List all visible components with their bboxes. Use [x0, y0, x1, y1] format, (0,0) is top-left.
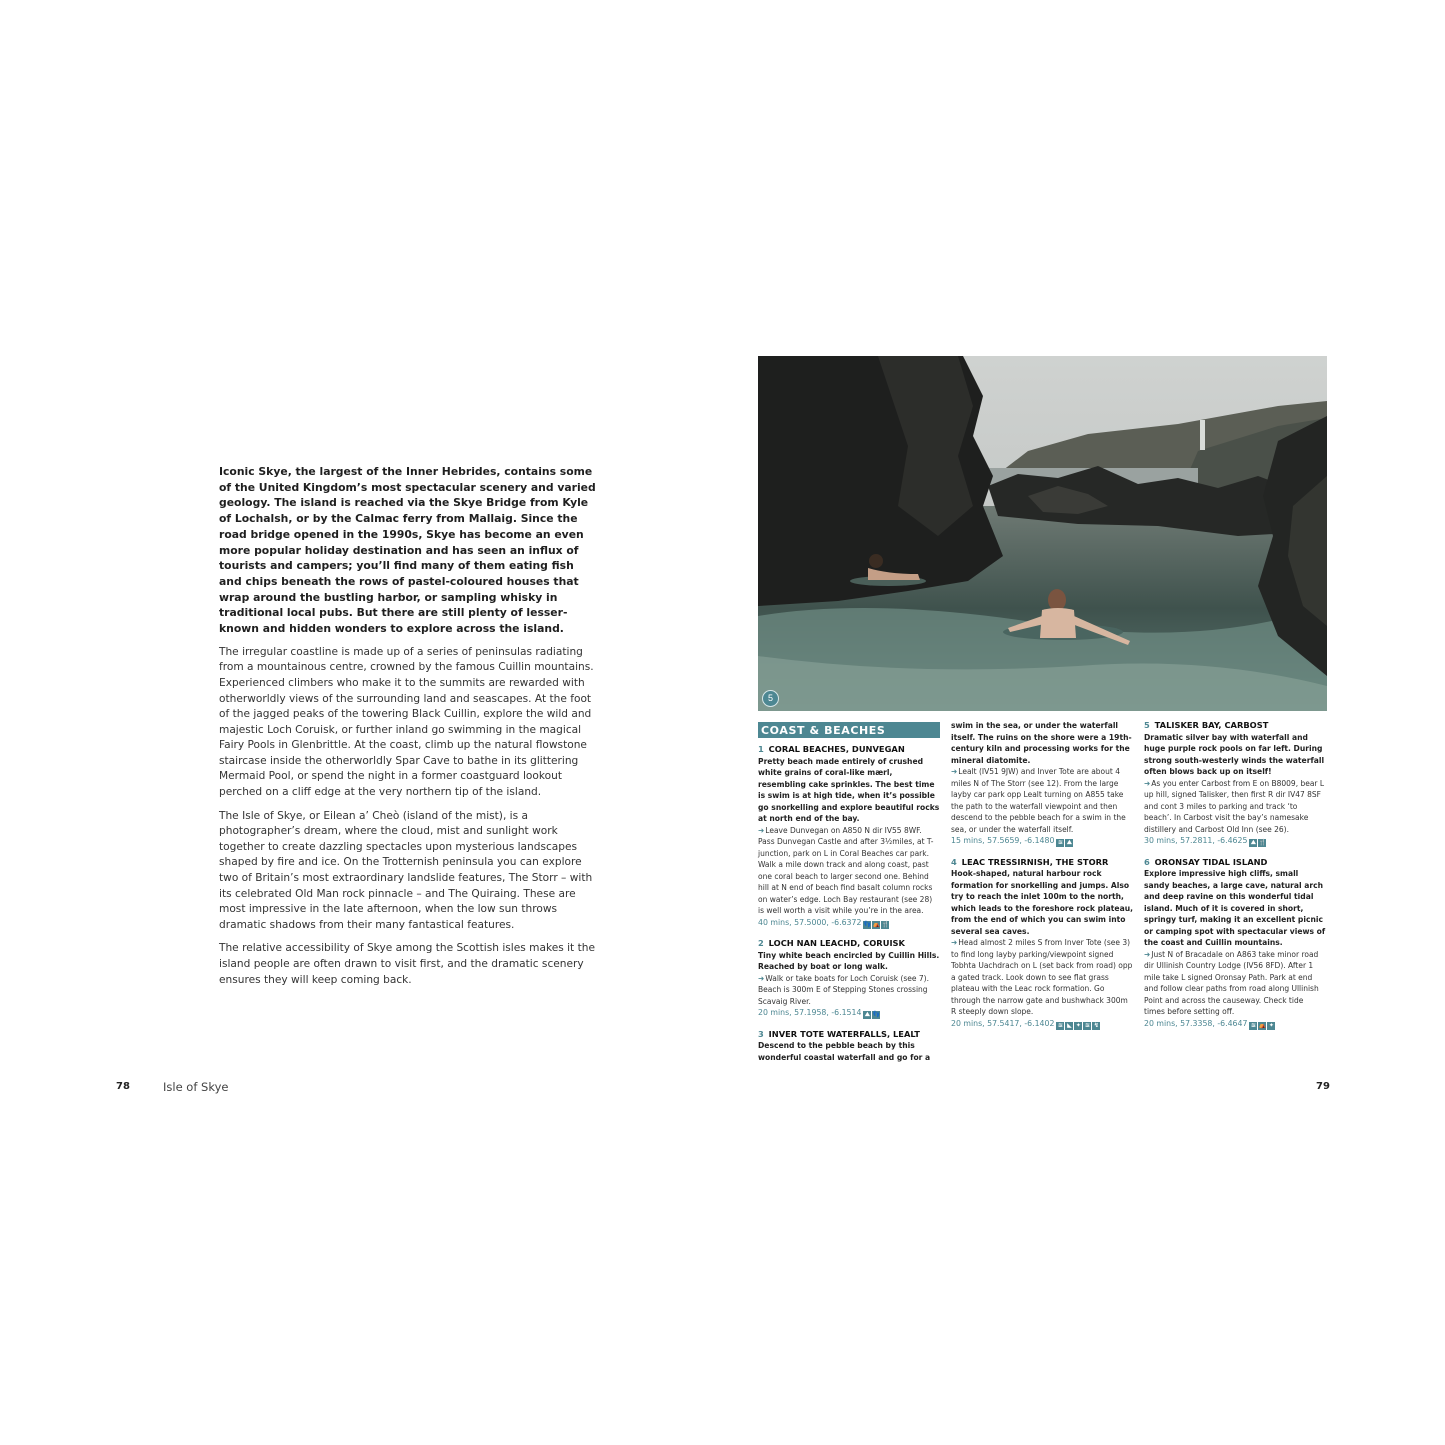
page-number-left: 78	[116, 1081, 130, 1092]
entry-meta	[758, 1007, 940, 1020]
listing-entry	[1144, 857, 1326, 1031]
entry-directions	[1144, 778, 1326, 836]
entry-directions-text: Head almost 2 miles S from Inver Tote (see 3) to find long layby parking/viewpoint signed Tobhta Uachdrach on L (set back from road) opp a gated track. Look down to see flat grass plateau with the Leac rock formation. Go through the narrow gate and bushwhack 300m R steeply down slope.	[951, 938, 1133, 1016]
entry-time-coords: 20 mins, 57.3358, -6.4647	[1144, 1018, 1248, 1028]
entry-title-text: TALISKER BAY, CARBOST	[1154, 720, 1269, 730]
arrow-right-icon: ➜	[758, 973, 765, 983]
right-page	[722, 0, 1445, 1445]
photo-number-badge: 5	[762, 690, 779, 707]
entry-time-coords: 20 mins, 57.1958, -6.1514	[758, 1008, 862, 1017]
snorkel-icon: ✦	[1075, 1021, 1081, 1029]
entry-title	[1144, 857, 1326, 869]
entry-directions	[758, 973, 940, 1008]
walk-icon: 👣	[872, 1011, 881, 1018]
entry-title	[1144, 720, 1326, 732]
arrow-right-icon: ➜	[951, 938, 958, 947]
entry-time-coords: 20 mins, 57.5417, -6.1402	[951, 1018, 1055, 1028]
jump-icon: ◣	[1067, 1021, 1072, 1029]
entry-title-text: LOCH NAN LEACHD, CORUISK	[768, 938, 905, 948]
page-number-right: 79	[1316, 1081, 1330, 1092]
food-icon: 🍴	[1258, 839, 1267, 846]
arrow-right-icon: ➜	[1144, 949, 1151, 959]
snorkel-icon: ✦	[1268, 1021, 1274, 1029]
listing-column-2	[951, 720, 1133, 1039]
photo-illustration	[758, 356, 1327, 711]
activity-icons	[1056, 836, 1074, 848]
running-title: Isle of Skye	[163, 1080, 229, 1094]
entry-title-text: LEAC TRESSIRNISH, THE STORR	[961, 856, 1109, 867]
listing-entry-continued	[951, 720, 1133, 848]
listing-entry	[951, 857, 1133, 1031]
entry-meta	[1144, 835, 1326, 848]
entry-number: 5	[1144, 720, 1150, 730]
entry-description: Dramatic silver bay with waterfall and huge purple rock pools on far left. During strong south-westerly winds the waterfall often blows back up on itself!	[1144, 732, 1325, 776]
entry-directions-text: Lealt (IV51 9JW) and Inver Tote are about 4 miles N of The Storr (see 12). From the large layby car park opp Lealt turning on A855 take the path to the waterfall viewpoint and then descend to the pebble beach for a swim in the sea, or under the waterfall itself.	[951, 767, 1126, 834]
arrow-right-icon: ➜	[951, 767, 958, 776]
arrow-right-icon: ➜	[758, 825, 765, 835]
intro-text-block	[219, 464, 599, 996]
entry-directions-text: As you enter Carbost from E on B8009, bear L up hill, signed Talisker, then first R dir IV47 8SF and cont 3 miles to parking and track ‘to beach’. In Carbost visit the bay’s namesake distillery and Carbost Old Inn (see 26).	[1144, 778, 1325, 834]
entry-description: Pretty beach made entirely of crushed white grains of coral-like mærl, resembling cake sprinkles. The best time is swim is at high tide, when it’s possible go snorkelling and explore beautiful rocks at north end of the bay.	[758, 756, 940, 823]
entry-title	[951, 857, 1133, 869]
left-page	[0, 0, 722, 1445]
entry-title	[758, 938, 940, 950]
sea-pool-swimmers-photo	[758, 356, 1327, 711]
activity-icons	[863, 918, 890, 930]
listing-entry	[758, 1029, 940, 1064]
listing-entry	[758, 744, 940, 929]
entry-number: 6	[1144, 856, 1150, 867]
entry-number: 4	[951, 856, 957, 867]
entry-meta	[1144, 1018, 1326, 1031]
waves-icon: ≋	[1057, 839, 1063, 846]
entry-directions	[951, 937, 1133, 1018]
body-paragraph-3: The relative accessibility of Skye among the Scottish isles makes it the island people are often drawn to visit first, and the dramatic scenery ensures they will keep coming back.	[219, 942, 595, 986]
activity-icons	[1249, 1019, 1276, 1031]
entry-directions	[1144, 949, 1326, 1018]
entry-description: Hook-shaped, natural harbour rock formation for snorkelling and jumps. Also try to reach the inlet 100m to the north, which leads to the foreshore rock plateau, from the end of which you can swim into several sea caves.	[951, 869, 1133, 936]
entry-directions-text: Just N of Bracadale on A863 take minor road dir Ullinish Country Lodge (IV56 8FD). After 1 mile take L signed Oronsay Path. Park at end and follow clear paths from road along Ullinish Point and across the causeway. Check tide times before setting off.	[1144, 949, 1319, 1016]
entry-description-part-1: Descend to the pebble beach by this wonderful coastal waterfall and go for a	[758, 1041, 931, 1062]
waves-icon: ≋	[1057, 1021, 1063, 1029]
listing-entry	[758, 938, 940, 1020]
entry-title	[758, 1029, 940, 1041]
camping-icon: ⛺	[872, 920, 881, 928]
entry-title	[758, 744, 940, 756]
entry-number: 1	[758, 744, 764, 754]
mountain-icon: ⛰	[1066, 839, 1072, 846]
activity-icons	[1056, 1019, 1101, 1031]
mountain-icon: ⛰	[1250, 839, 1256, 846]
entry-meta	[758, 917, 940, 930]
entry-time-coords: 30 mins, 57.2811, -6.4625	[1144, 836, 1248, 845]
entry-directions-text: Leave Dunvegan on A850 N dir IV55 8WF. Pass Dunvegan Castle and after 3½miles, at T-junction, park on L in Coral Beaches car park. Walk a mile down track and along coast, past one coral beach to larger second one. Behind hill at N end of beach find basalt column rocks on water’s edge. Loch Bay restaurant (see 28) is well worth a visit while you’re in the area.	[758, 825, 934, 915]
entry-meta	[951, 835, 1133, 848]
entry-time-coords: 15 mins, 57.5659, -6.1480	[951, 836, 1055, 845]
listing-column-3	[1144, 720, 1326, 1039]
entry-directions-text: Walk or take boats for Loch Coruisk (see 7). Beach is 300m E of Stepping Stones crossing Scavaig River.	[758, 973, 929, 1006]
body-paragraph-2: The Isle of Skye, or Eilean a’ Cheò (island of the mist), is a photographer’s dream, where the cloud, mist and sunlight work together to create dazzling spectacles upon mysterious landscapes shaped by fire and ice. On the Trotternish peninsula you can explore two of Britain’s most extraordinary landslide features, The Storr – with its celebrated Old Man rock pinnacle – and The Quiraing. These are most impressive in the late afternoon, when the low sun throws dramatic shadows from their many fantastical features.	[219, 809, 593, 931]
mountain-icon: ⛰	[864, 1011, 870, 1018]
arrow-right-icon: ➜	[1144, 778, 1151, 788]
entry-description-part-2: swim in the sea, or under the waterfall itself. The ruins on the shore were a 19th-century kiln and processing works for the mineral diatomite.	[951, 721, 1132, 765]
scramble-icon: ↯	[1093, 1021, 1099, 1029]
activity-icons	[863, 1008, 881, 1020]
walk-icon: 👣	[863, 920, 872, 928]
listing-column-1	[758, 720, 940, 1072]
listing-entry	[1144, 720, 1326, 848]
entry-number: 3	[758, 1028, 764, 1039]
entry-title-text: INVER TOTE WATERFALLS, LEALT	[768, 1028, 920, 1039]
entry-title-text: ORONSAY TIDAL ISLAND	[1154, 856, 1268, 867]
activity-icons	[1249, 836, 1267, 848]
camping-icon: ⛺	[1258, 1021, 1267, 1029]
cave-icon: ≋	[1084, 1021, 1090, 1029]
entry-directions	[951, 766, 1133, 835]
entry-title-text: CORAL BEACHES, DUNVEGAN	[768, 744, 905, 754]
entry-number: 2	[758, 938, 764, 948]
food-icon: 🍴	[881, 920, 890, 928]
intro-lead-paragraph: Iconic Skye, the largest of the Inner Hebrides, contains some of the United Kingdom’s most spectacular scenery and varied geology. The island is reached via the Skye Bridge from Kyle of Lochalsh, or by the Calmac ferry from Mallaig. Since the road bridge opened in the 1990s, Skye has become an even more popular holiday destination and has seen an influx of tourists and campers; you’ll find many of them eating fish and chips beneath the rows of pastel-coloured houses that wrap around the bustling harbor, or sampling whisky in traditional local pubs. But there are still plenty of lesser-known and hidden wonders to explore across the island.	[219, 465, 596, 636]
entry-time-coords: 40 mins, 57.5000, -6.6372	[758, 917, 862, 927]
waves-icon: ≋	[1250, 1021, 1256, 1029]
entry-description: Explore impressive high cliffs, small sandy beaches, a large cave, natural arch and deep ravine on this wonderful tidal island. Much of it is covered in short, springy turf, making it an excellent picnic or camping spot with spectacular views of the coast and Cuillin mountains.	[1144, 869, 1326, 947]
body-paragraph-1: The irregular coastline is made up of a series of peninsulas radiating from a mountainous centre, crowned by the famous Cuillin mountains. Experienced climbers who make it to the summits are rewarded with otherworldly views of the surrounding land and seascapes. At the foot of the jagged peaks of the towering Black Cuillin, explore the wild and majestic Loch Coruisk, or further inland go swimming in the magical Fairy Pools in Glenbrittle. At the coast, climb up the natural flowstone staircase inside the otherworldly Spar Cave to bathe in its glittering Mermaid Pool, or spend the night in a former coastguard lookout perched on a cliff edge at the very northern tip of the island.	[219, 645, 594, 799]
section-header: COAST & BEACHES	[758, 722, 940, 738]
entry-meta	[951, 1018, 1133, 1031]
entry-directions	[758, 825, 940, 917]
entry-description: Tiny white beach encircled by Cuillin Hills. Reached by boat or long walk.	[758, 950, 940, 971]
